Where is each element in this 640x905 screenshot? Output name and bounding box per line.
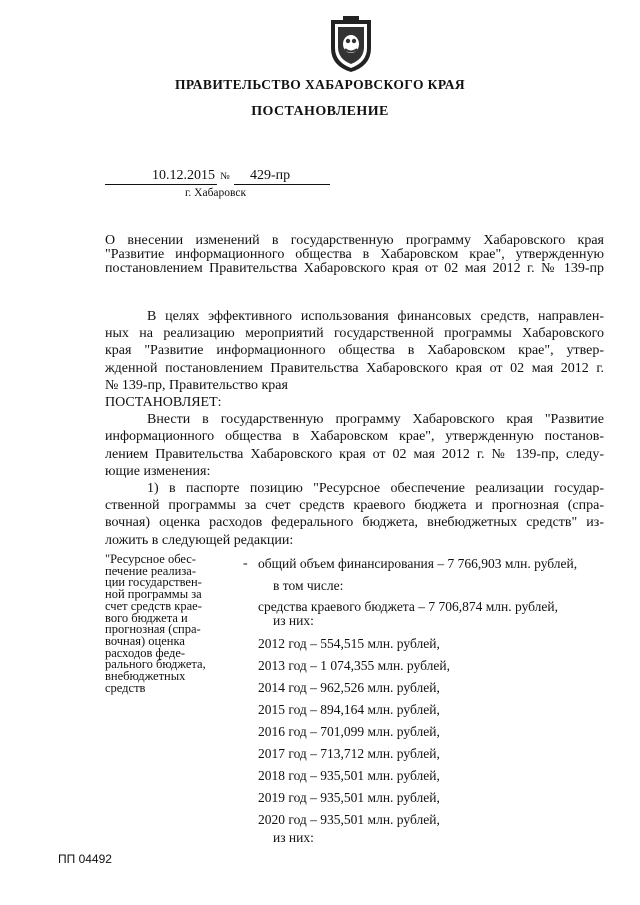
decree-date: 10.12.2015 [152, 168, 215, 183]
item-1-line: 1) в паспорте позицию "Ресурсное обеспечение реализации государ- [147, 481, 604, 497]
year-row: 2019 год – 935,501 млн. рублей, [258, 790, 440, 805]
document-code: ПП 04492 [58, 852, 112, 866]
of-which-label-2: из них: [273, 830, 314, 845]
total-funding: общий объем финансирования – 7 766,903 млн. рублей, [258, 556, 578, 571]
subject-line: постановлением Правительства Хабаровского края от 02 мая 2012 г. № 139-пр [105, 261, 604, 276]
left-cell-line: ной программы за [105, 587, 202, 602]
left-cell-line: вочная) оценка [105, 633, 185, 648]
item-1-line: ственной программы за счет средств краевого бюджета и прогнозная (спра- [105, 498, 604, 514]
item-main-line: информационного общества в Хабаровском крае", утвержденную постанов- [105, 429, 604, 445]
decree-number: 429-пр [250, 168, 291, 183]
left-cell-line: счет средств крае- [105, 598, 202, 613]
left-cell-line: рального бюджета, [105, 657, 206, 672]
preamble-line: № 139-пр, Правительство края [105, 377, 288, 393]
left-cell-line: средств [105, 680, 146, 695]
resolves: ПОСТАНОВЛЯЕТ: [105, 395, 222, 411]
document-type: ПОСТАНОВЛЕНИЕ [251, 104, 389, 119]
year-row: 2018 год – 935,501 млн. рублей, [258, 768, 440, 783]
decree-subject [105, 234, 604, 276]
of-which-label: из них: [273, 613, 314, 628]
including-label: в том числе: [273, 578, 344, 593]
date-underline [105, 184, 217, 185]
left-cell-line: ции государствен- [105, 575, 202, 590]
city: г. Хабаровск [185, 187, 247, 199]
year-row: 2015 год – 894,164 млн. рублей, [258, 702, 440, 717]
preamble-line: ных на реализацию мероприятий государственной программы Хабаровского [105, 326, 604, 342]
regional-budget: средства краевого бюджета – 7 706,874 млн. рублей, [258, 599, 558, 614]
table-left-cell [105, 554, 230, 694]
preamble-line: края "Развитие информационного общества в Хабаровском крае", утвер- [105, 343, 604, 359]
coat-of-arms-icon [326, 14, 376, 74]
year-row: 2012 год – 554,515 млн. рублей, [258, 636, 440, 651]
item-main-line: Внести в государственную программу Хабаровского края "Развитие [147, 412, 604, 428]
year-row: 2017 год – 713,712 млн. рублей, [258, 746, 440, 761]
year-row: 2016 год – 701,099 млн. рублей, [258, 724, 440, 739]
number-sign: № [220, 171, 230, 182]
subject-line: О внесении изменений в государственную программу Хабаровского края [105, 233, 604, 248]
table-dash: - [243, 556, 248, 571]
left-cell-line: внебюджетных [105, 669, 186, 684]
subject-line: "Развитие информационного общества в Хабаровском крае", утвержденную [105, 247, 604, 262]
year-row: 2014 год – 962,526 млн. рублей, [258, 680, 440, 695]
left-cell-line: прогнозная (спра- [105, 622, 201, 637]
left-cell-line: вого бюджета и [105, 610, 188, 625]
left-cell-line: печение реализа- [105, 563, 196, 578]
preamble-line: жденной постановлением Правительства Хабаровского края от 02 мая 2012 г. [105, 360, 604, 376]
number-underline [234, 184, 330, 185]
item-1-line: ложить в следующей редакции: [105, 532, 294, 548]
item-1-line: вочная) оценка расходов федерального бюджета, внебюджетных средств" из- [105, 515, 604, 531]
preamble [105, 308, 604, 549]
item-main-line: лением Правительства Хабаровского края от 02 мая 2012 г. № 139-пр, следу- [105, 446, 604, 462]
item-main-line: ющие изменения: [105, 463, 211, 479]
left-cell-line: "Ресурсное обес- [105, 552, 196, 566]
government-title: ПРАВИТЕЛЬСТВО ХАБАРОВСКОГО КРАЯ [174, 77, 466, 92]
year-row: 2020 год – 935,501 млн. рублей, [258, 812, 440, 827]
year-row: 2013 год – 1 074,355 млн. рублей, [258, 658, 450, 673]
left-cell-line: расходов феде- [105, 645, 186, 660]
preamble-line: В целях эффективного использования финансовых средств, направлен- [147, 309, 604, 324]
